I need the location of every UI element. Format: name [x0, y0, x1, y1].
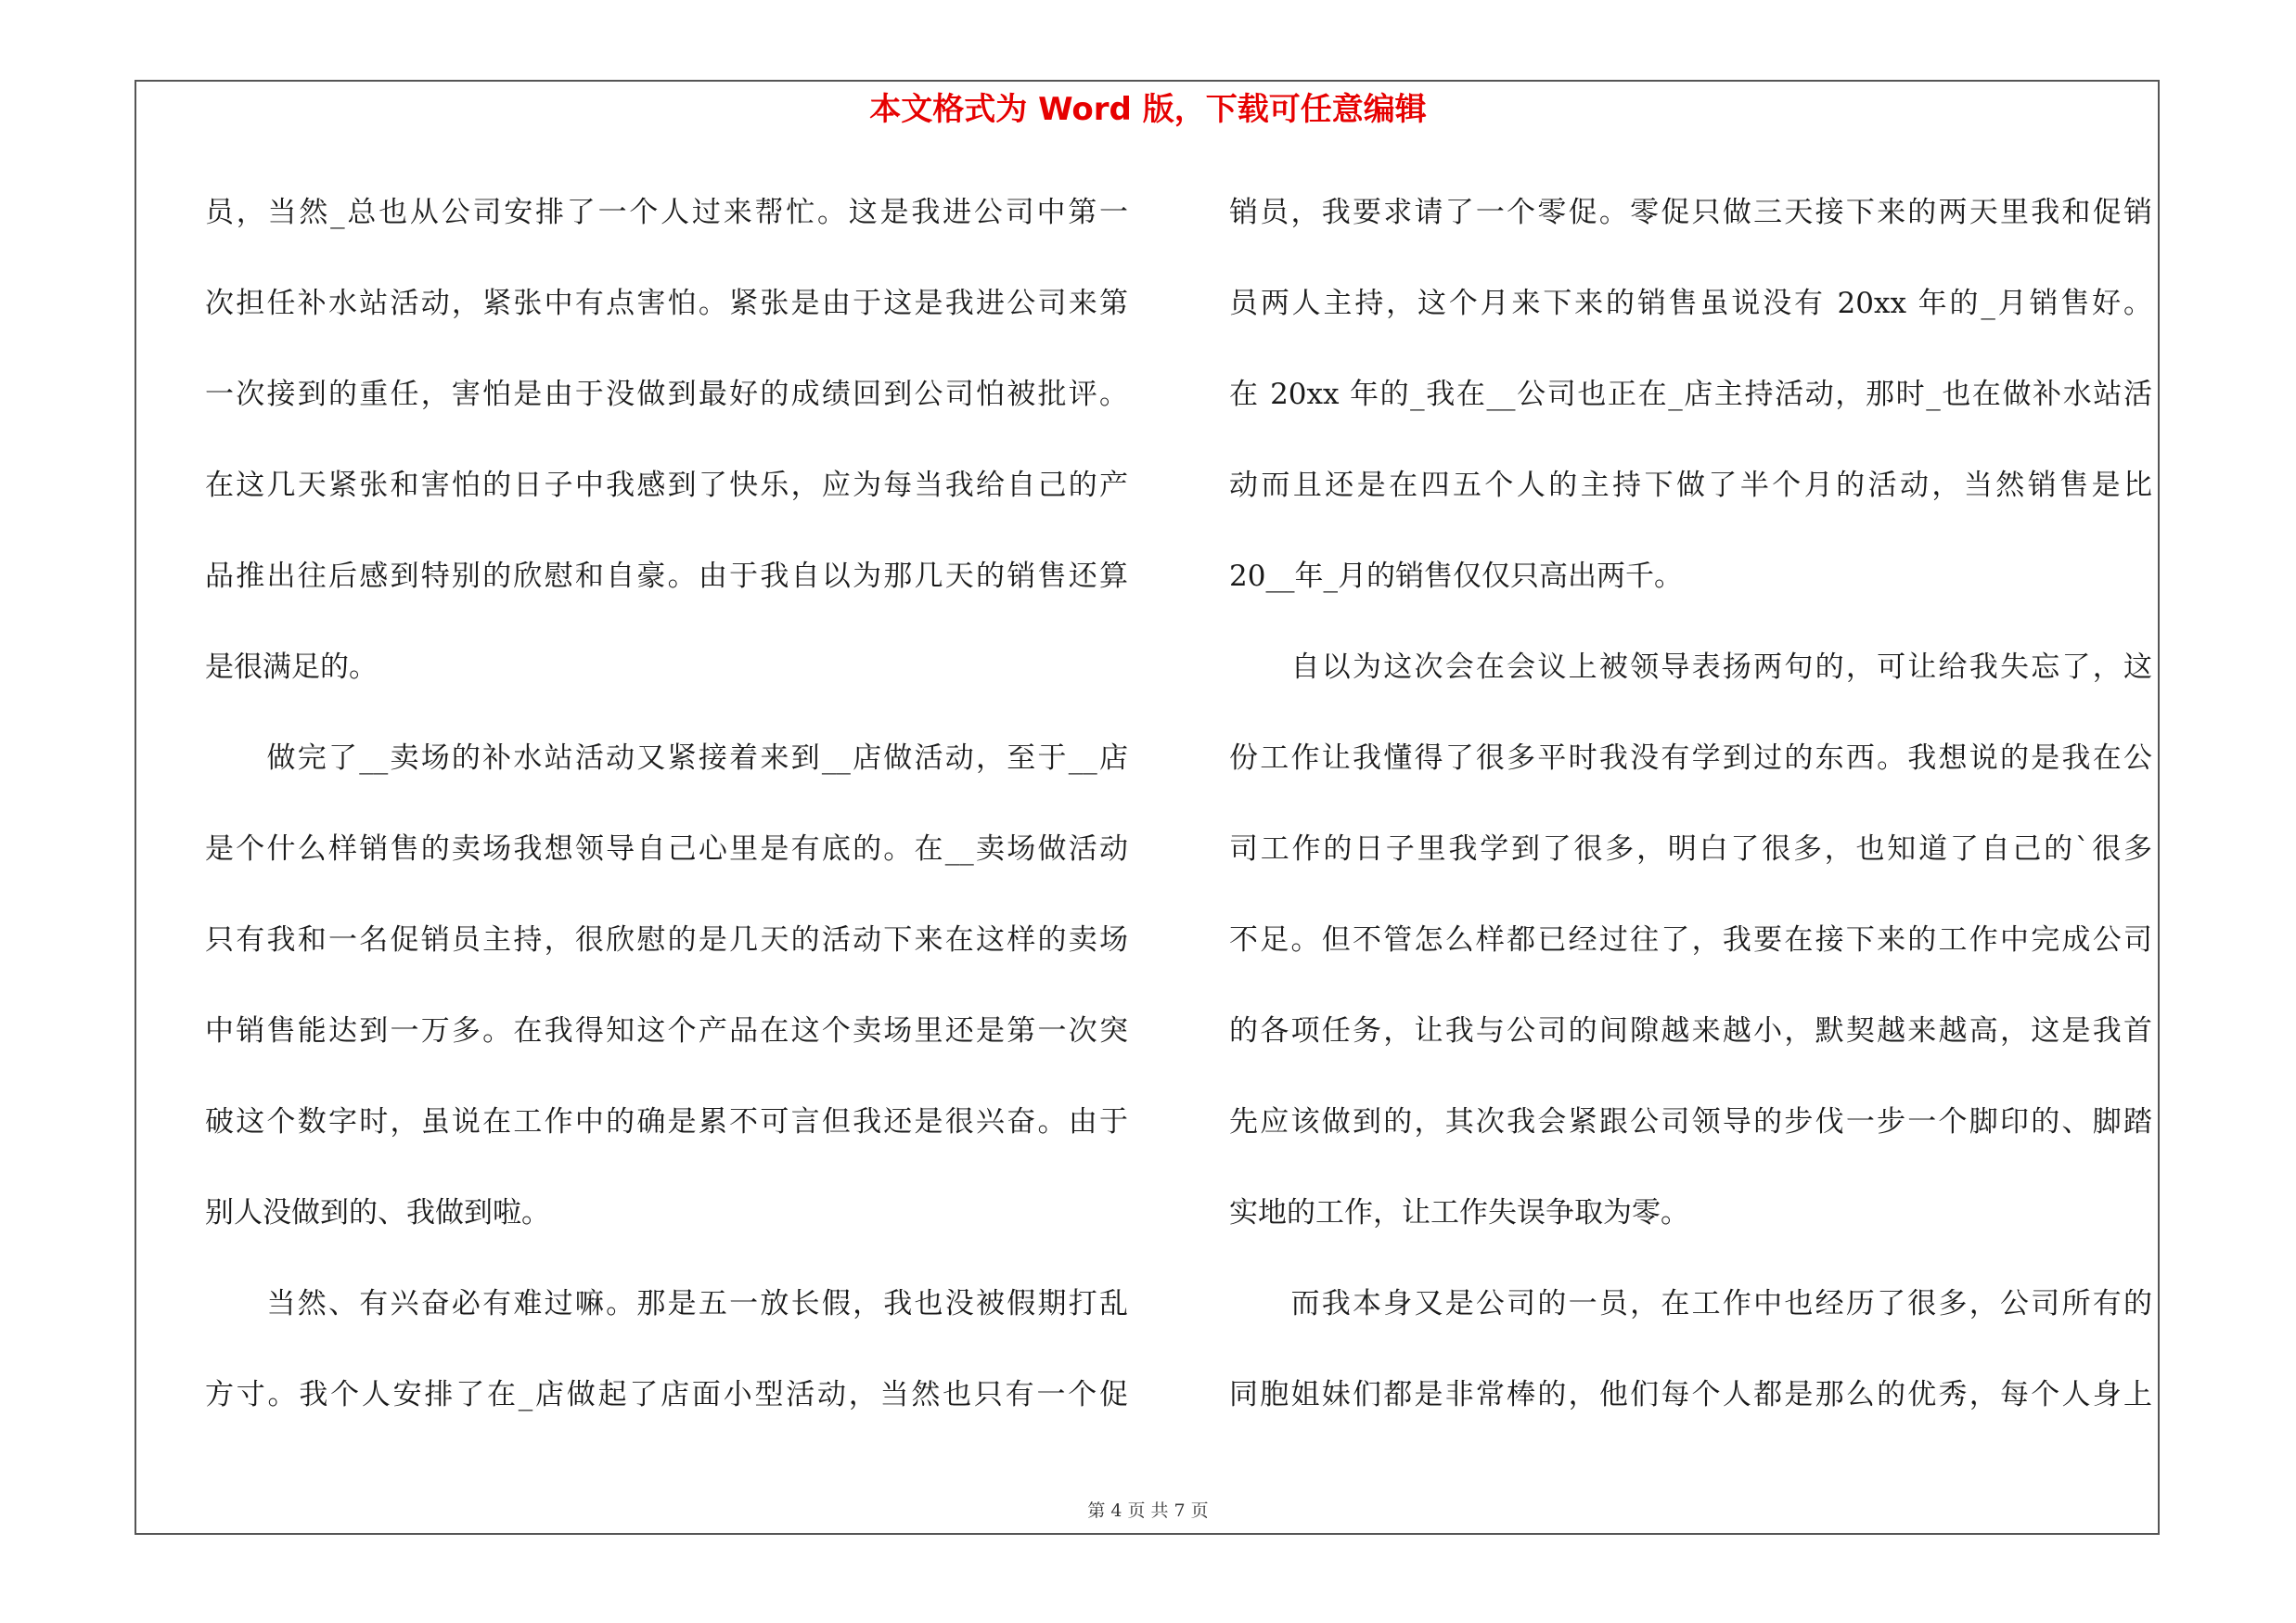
text-line: 在这几天紧张和害怕的日子中我感到了快乐，应为每当我给自己的产: [205, 469, 1128, 502]
text-line: 一次接到的重任，害怕是由于没做到最好的成绩回到公司怕被批评。: [205, 378, 1128, 411]
format-banner: 本文格式为 Word 版，下载可任意编辑: [869, 91, 1427, 128]
text-line: 做完了__卖场的补水站活动又紧接着来到__店做活动，至于__店: [205, 741, 1128, 775]
text-line: 只有我和一名促销员主持，很欣慰的是几天的活动下来在这样的卖场: [205, 923, 1128, 957]
text-line: 自以为这次会在会议上被领导表扬两句的，可让给我失忘了，这: [1229, 650, 2152, 684]
text-line: 是很满足的。: [205, 650, 378, 684]
text-line: 同胞姐妹们都是非常棒的，他们每个人都是那么的优秀，每个人身上: [1229, 1378, 2152, 1411]
text-line: 不足。但不管怎么样都已经过往了，我要在接下来的工作中完成公司: [1229, 923, 2152, 957]
text-line: 实地的工作，让工作失误争取为零。: [1229, 1196, 1689, 1230]
text-line: 20__年_月的销售仅仅只高出两千。: [1229, 560, 1683, 593]
text-line: 员两人主持，这个月来下来的销售虽说没有 20xx 年的_月销售好。: [1229, 287, 2152, 320]
text-line: 中销售能达到一万多。在我得知这个产品在这个卖场里还是第一次突: [205, 1014, 1128, 1048]
text-line: 当然、有兴奋必有难过嘛。那是五一放长假，我也没被假期打乱: [205, 1287, 1128, 1320]
text-line: 破这个数字时，虽说在工作中的确是累不可言但我还是很兴奋。由于: [205, 1105, 1128, 1139]
text-line: 的各项任务，让我与公司的间隙越来越小，默契越来越高，这是我首: [1229, 1014, 2152, 1048]
text-line: 方寸。我个人安排了在_店做起了店面小型活动，当然也只有一个促: [205, 1378, 1128, 1411]
text-line: 品推出往后感到特别的欣慰和自豪。由于我自以为那几天的销售还算: [205, 560, 1128, 593]
text-line: 而我本身又是公司的一员，在工作中也经历了很多，公司所有的: [1229, 1287, 2152, 1320]
text-line: 在 20xx 年的_我在__公司也正在_店主持活动，那时_也在做补水站活: [1229, 378, 2152, 411]
text-line: 员，当然_总也从公司安排了一个人过来帮忙。这是我进公司中第一: [205, 196, 1128, 229]
left-text-column: [205, 186, 1128, 1459]
text-line: 动而且还是在四五个人的主持下做了半个月的活动，当然销售是比: [1229, 469, 2152, 502]
page-number-footer: 第 4 页 共 7 页: [1087, 1501, 1209, 1521]
text-line: 份工作让我懂得了很多平时我没有学到过的东西。我想说的是我在公: [1229, 741, 2152, 775]
text-line: 次担任补水站活动，紧张中有点害怕。紧张是由于这是我进公司来第: [205, 287, 1128, 320]
text-line: 别人没做到的、我做到啦。: [205, 1196, 550, 1230]
text-line: 是个什么样销售的卖场我想领导自己心里是有底的。在__卖场做活动: [205, 832, 1128, 866]
text-line: 销员，我要求请了一个零促。零促只做三天接下来的两天里我和促销: [1229, 196, 2152, 229]
text-line: 司工作的日子里我学到了很多，明白了很多，也知道了自己的`很多: [1229, 832, 2152, 866]
text-line: 先应该做到的，其次我会紧跟公司领导的步伐一步一个脚印的、脚踏: [1229, 1105, 2152, 1139]
right-text-column: [1229, 186, 2152, 1459]
